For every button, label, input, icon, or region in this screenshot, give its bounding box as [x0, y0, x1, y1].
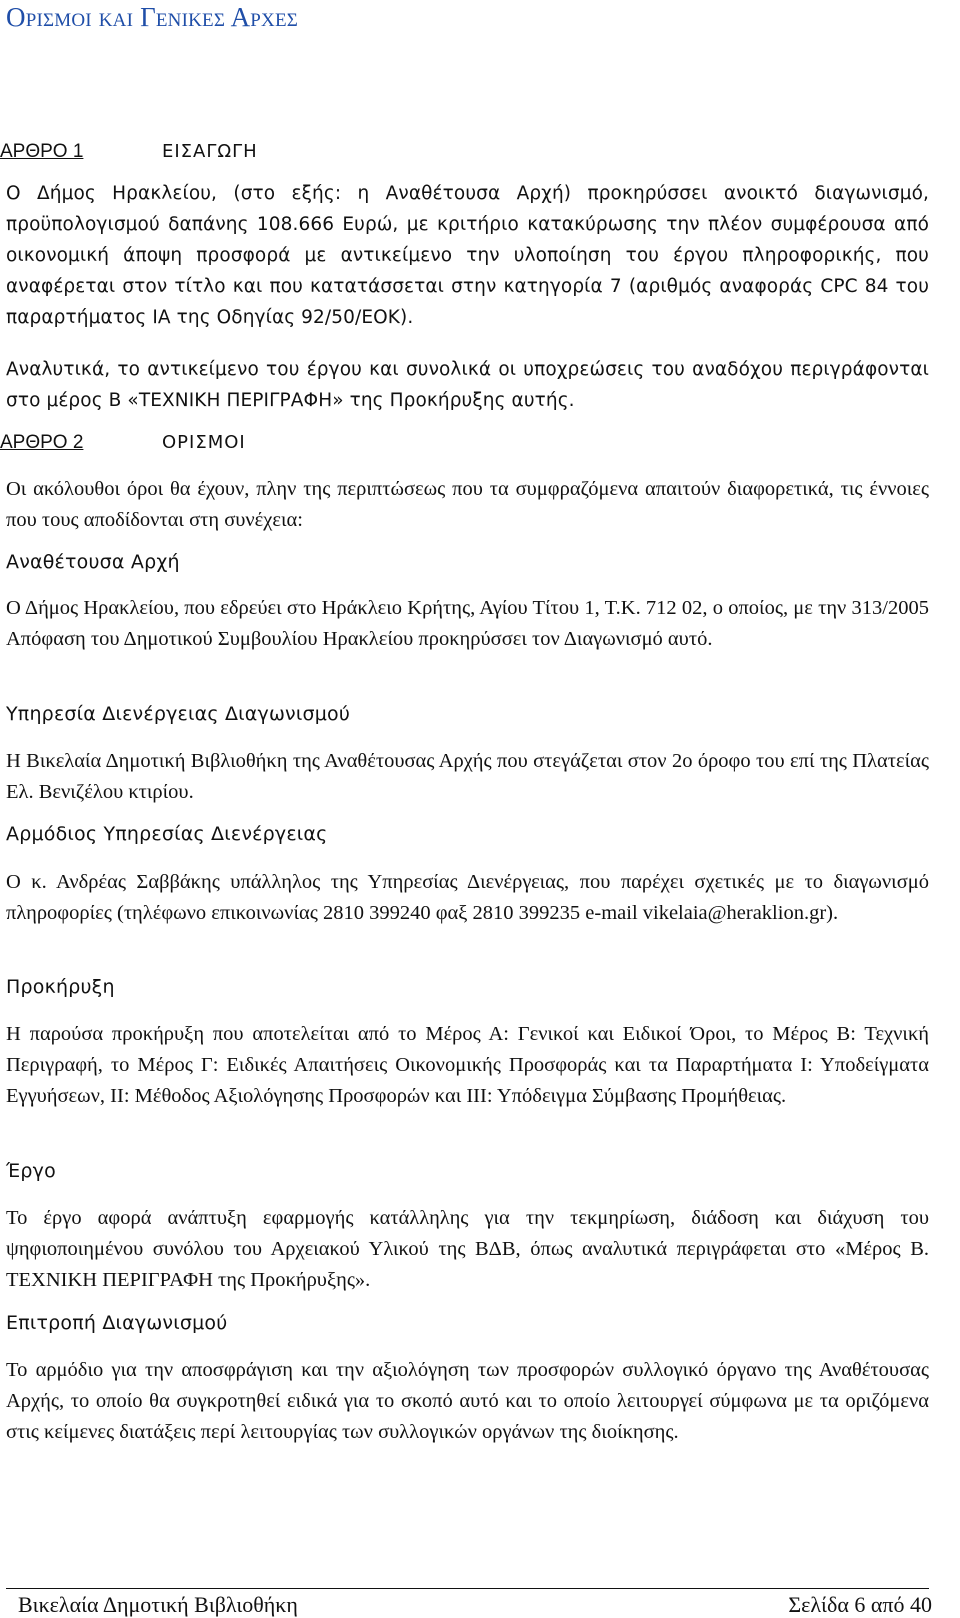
article-2-number: ΑΡΘΡΟ 2 [0, 432, 84, 453]
footer-library-name: Βικελαία Δημοτική Βιβλιοθήκη [18, 1592, 298, 1617]
footer-divider [6, 1588, 929, 1589]
definition-term: Αναθέτουσα Αρχή [6, 551, 180, 573]
definition-text: Το έργο αφορά ανάπτυξη εφαρμογής κατάλληλης για την τεκμηρίωση, διάδοση και διάχυση του ψηφιοποιημένου συνόλου του Αρχειακού Υλικού της ΒΔΒ, όπως αναλυτικά περιγράφεται στο «Μέρος Β. ΤΕΧΝΙΚΗ ΠΕΡΙΓΡΑΦΗ της Προκήρυξης». [6, 1207, 929, 1291]
article-1-paragraph-2: Αναλυτικά, το αντικείμενο του έργου και συνολικά οι υποχρεώσεις του αναδόχου περιγράφονται στο μέρος Β «ΤΕΧΝΙΚΗ ΠΕΡΙΓΡΑΦΗ» της Προκήρυξης αυτής. [6, 359, 929, 411]
definition-text: Ο Δήμος Ηρακλείου, που εδρεύει στο Ηράκλειο Κρήτης, Αγίου Τίτου 1, Τ.Κ. 712 02, ο οποίος, με την 313/2005 Απόφαση του Δημοτικού Συμβουλίου Ηρακλείου προκηρύσσει τον Διαγωνισμό αυτό. [6, 597, 929, 650]
article-1-name: ΕΙΣΑΓΩΓΗ [162, 141, 258, 162]
definition-term: Έργο [6, 1160, 56, 1182]
article-2-intro: Οι ακόλουθοι όροι θα έχουν, πλην της περιπτώσεως που τα συμφραζόμενα απαιτούν διαφορετικά, τις έννοιες που τους αποδίδονται στη συνέχεια: [6, 478, 929, 531]
article-2-name: ΟΡΙΣΜΟΙ [162, 432, 246, 453]
definition-term: Υπηρεσία Διενέργειας Διαγωνισμού [6, 703, 351, 725]
definition-text: Η Βικελαία Δημοτική Βιβλιοθήκη της Αναθέτουσας Αρχής που στεγάζεται στον 2ο όροφο του επί της Πλατείας Ελ. Βενιζέλου κτιρίου. [6, 750, 929, 803]
footer-page-number: Σελίδα 6 από 40 [788, 1592, 932, 1617]
definition-text: Το αρμόδιο για την αποσφράγιση και την αξιολόγηση των προσφορών συλλογικό όργανο της Αναθέτουσας Αρχής, το οποίο θα συγκροτηθεί ειδικά για το σκοπό αυτό και το οποίο λειτουργεί σύμφωνα με τα οριζόμενα στις κείμενες διατάξεις περί λειτουργίας των συλλογικών οργάνων της διοίκησης. [6, 1359, 929, 1443]
page-title: Ορισμοι και Γενικες Αρχες [6, 2, 299, 32]
definition-term: Προκήρυξη [6, 976, 115, 998]
definition-term: Επιτροπή Διαγωνισμού [6, 1312, 228, 1334]
article-1-paragraph-1: Ο Δήμος Ηρακλείου, (στο εξής: η Αναθέτουσα Αρχή) προκηρύσσει ανοικτό διαγωνισμό, προϋπολογισμού δαπάνης 108.666 Ευρώ, με κριτήριο κατακύρωσης την πλέον συμφέρουσα από οικονομική άποψη προσφορά με αντικείμενο την υλοποίηση του έργου πληροφορικής, που αναφέρεται στον τίτλο και που κατατάσσεται στην κατηγορία 7 (αριθμός αναφοράς CPC 84 του παραρτήματος ΙΑ της Οδηγίας 92/50/ΕΟΚ). [6, 183, 929, 328]
article-2-heading [0, 432, 246, 454]
definition-term: Αρμόδιος Υπηρεσίας Διενέργειας [6, 823, 328, 845]
article-1-number: ΑΡΘΡΟ 1 [0, 141, 84, 162]
article-1-heading [0, 141, 258, 163]
definition-text: Η παρούσα προκήρυξη που αποτελείται από το Μέρος Α: Γενικοί και Ειδικοί Όροι, το Μέρος Β: Τεχνική Περιγραφή, το Μέρος Γ: Ειδικές Απαιτήσεις Οικονομικής Προσφοράς και τα Παραρτήματα Ι: Υποδείγματα Εγγυήσεων, ΙΙ: Μέθοδος Αξιολόγησης Προσφορών και ΙΙΙ: Υπόδειγμα Σύμβασης Προμήθειας. [6, 1023, 929, 1107]
definition-text: Ο κ. Ανδρέας Σαββάκης υπάλληλος της Υπηρεσίας Διενέργειας, που παρέχει σχετικές με το διαγωνισμό πληροφορίες (τηλέφωνο επικοινωνίας 2810 399240 φαξ 2810 399235 e-mail vikelaia@heraklion.gr). [6, 871, 929, 924]
